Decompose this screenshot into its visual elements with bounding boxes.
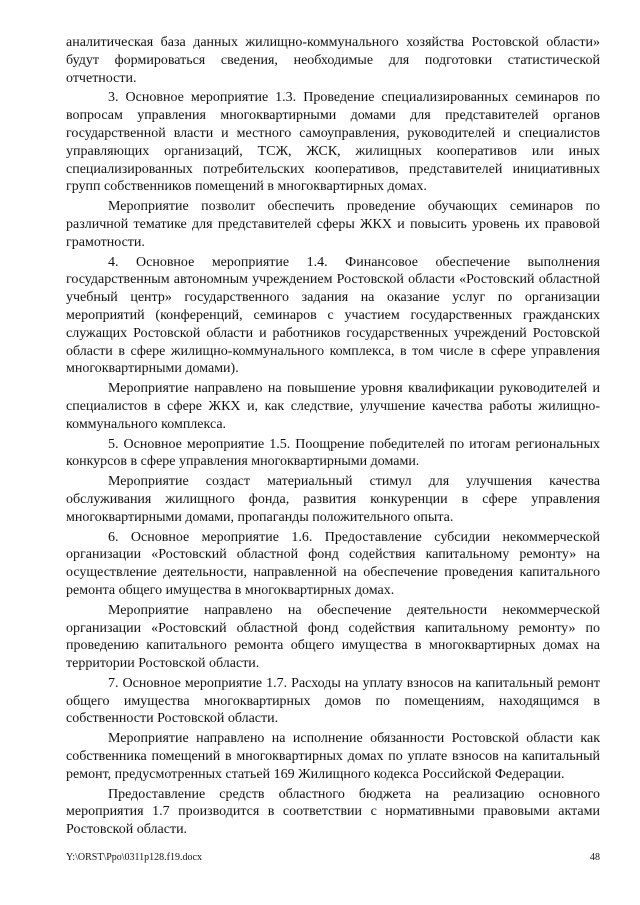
- page-number: 48: [590, 852, 600, 863]
- paragraph-measure-1-7: 7. Основное мероприятие 1.7. Расходы на уплату взносов на капитальный ремонт общего имущества многоквартирных домов по помещениям, находящимся в собственности Ростовской области.: [66, 675, 600, 727]
- paragraph-measure-1-6: 6. Основное мероприятие 1.6. Предоставление субсидии некоммерческой организации «Ростовский областной фонд содействия капитальному ремонту» на осуществление деятельности, направленной на обеспечение проведения капитального ремонта общего имущества в многоквартирных домах.: [66, 529, 600, 598]
- paragraph-measure-1-7-effect: Мероприятие направлено на исполнение обязанности Ростовской области как собственника помещений в многоквартирных домах по уплате взносов на капитальный ремонт, предусмотренных статьей 169 Жилищного кодекса Российской Федерации.: [66, 731, 600, 782]
- paragraph-measure-1-3-effect: Мероприятие позволит обеспечить проведение обучающих семинаров по различной тематике для представителей сферы ЖКХ и повысить уровень их правовой грамотности.: [66, 199, 600, 250]
- paragraph-measure-1-7-funding: Предоставление средств областного бюджета на реализацию основного мероприятия 1.7 производится в соответствии с нормативными правовыми актами Ростовской области.: [66, 786, 600, 838]
- paragraph-measure-1-4-effect: Мероприятие направлено на повышение уровня квалификации руководителей и специалистов в сфере ЖКХ и, как следствие, улучшение качества работы жилищно-коммунального комплекса.: [66, 381, 600, 432]
- paragraph-continuation: аналитическая база данных жилищно-коммунального хозяйства Ростовской области» будут формироваться сведения, необходимые для подготовки статистической отчетности.: [66, 35, 600, 86]
- page-footer: [66, 852, 600, 864]
- footer-file-path: Y:\ORST\Ppo\0311p128.f19.docx: [66, 852, 202, 863]
- document-body: [66, 34, 600, 841]
- paragraph-measure-1-4: 4. Основное мероприятие 1.4. Финансовое обеспечение выполнения государственным автономным учреждением Ростовской области «Ростовский областной учебный центр» государственного задания на оказание услуг по организации мероприятий (конференций, семинаров с участием государственных гражданских служащих Ростовской области и работников государственных учреждений Ростовской области в сфере жилищно-коммунального комплекса, в том числе в сфере управления многоквартирными домами).: [66, 254, 600, 377]
- paragraph-measure-1-5-effect: Мероприятие создаст материальный стимул для улучшения качества обслуживания жилищного фонда, развития конкуренции в сфере управления многоквартирными домами, пропаганды положительного опыта.: [66, 474, 600, 525]
- paragraph-measure-1-5: 5. Основное мероприятие 1.5. Поощрение победителей по итогам региональных конкурсов в сфере управления многоквартирными домами.: [66, 436, 600, 470]
- paragraph-measure-1-6-effect: Мероприятие направлено на обеспечение деятельности некоммерческой организации «Ростовский областной фонд содействия капитальному ремонту» по проведению капитального ремонта общего имущества в многоквартирных домах на территории Ростовской области.: [66, 602, 600, 672]
- paragraph-measure-1-3: 3. Основное мероприятие 1.3. Проведение специализированных семинаров по вопросам управления многоквартирными домами для представителей органов государственной власти и местного самоуправления, руководителей и специалистов управляющих организаций, ТСЖ, ЖСК, жилищных кооперативов или иных специализированных потребительских кооперативов, представителей инициативных групп собственников помещений в многоквартирных домах.: [66, 90, 600, 195]
